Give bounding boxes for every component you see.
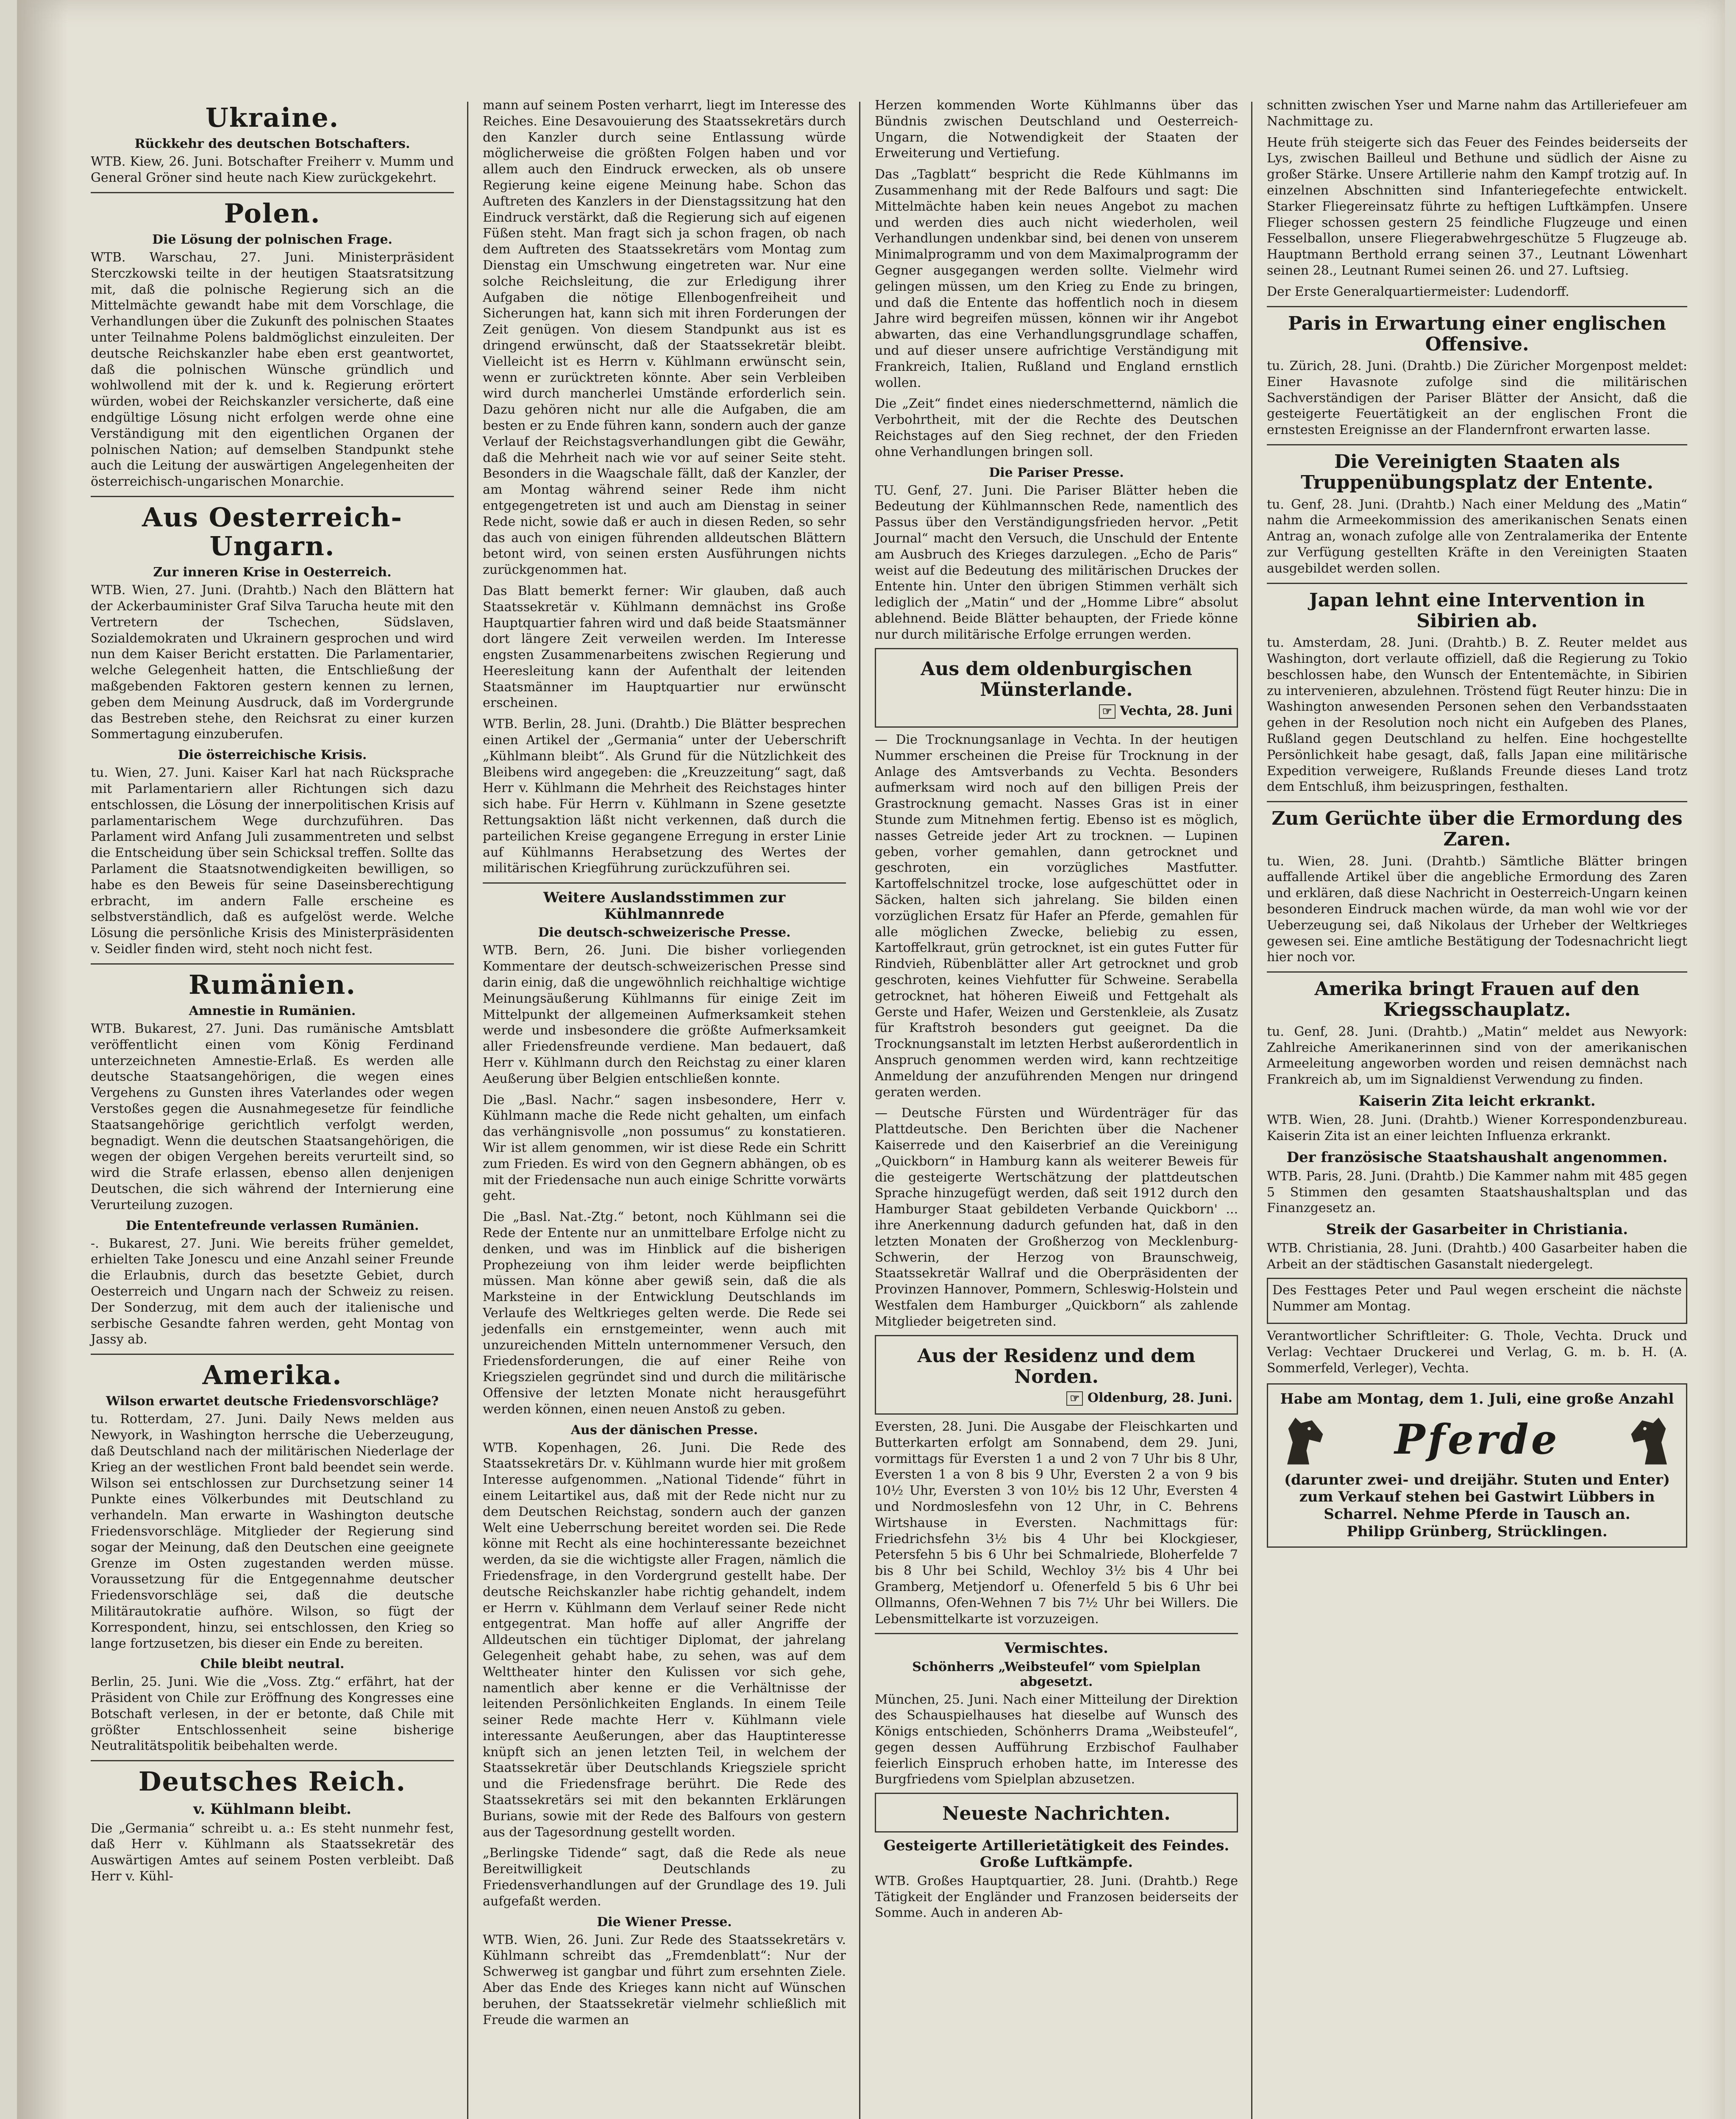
column-1: [81, 97, 464, 2119]
article-text: Die „Zeit“ findet eines niederschmetternd, nämlich die Verbohrtheit, mit der die Rechte des Deutschen Reichstages auf den Sieg rechnet, der den Frieden ohne Verhandlungen bringen soll.: [875, 396, 1238, 459]
column-rule: [1251, 102, 1252, 2119]
headline-deutsches-reich: Deutsches Reich.: [138, 1766, 406, 1797]
article-text: Heute früh steigerte sich das Feuer des Feindes beiderseits der Lys, zwischen Bailleul und Bethune und südlich der Aisne zu großer Stärke. Unsere Artillerie nahm den Kampf trotzig auf. In einzelnen Abschnitten sind Infanteriegefechte entwickelt. Starker Fliegereinsatz führte zu heftigen Luftkämpfen. Unsere Flieger schossen gestern 25 feindliche Flugzeuge und einen Fesselballon, unsere Fliegerabwehrgeschütze 5 Flugzeuge ab. Hauptmann Berthold errang seinen 37., Leutnant Löwenhart seinen 28., Leutnant Rumei seinen 26. und 27. Luftsieg.: [1267, 135, 1687, 278]
headline-oesterreich: Aus Oesterreich-Ungarn.: [142, 501, 403, 562]
article-text: — Deutsche Fürsten und Würdenträger für das Plattdeutsche. Den Berichten über die Nachener Kaiserrede und den Kaiserbrief an die Vereinigung „Quickborn“ in Hamburg kann als weiterer Beweis für die gesteigerte Wertschätzung der plattdeutschen Sprache hinzugefügt werden, daß seit 1912 durch den Hamburger Staat gebildeten Verbande Quickborn' ... ihre Anerkennung dadurch gefunden hat, daß in den letzten Monaten der Großherzog von Mecklenburg-Schwerin, der Herzog von Braunschweig, Staatssekretär Wallraf und die Oberpräsidenten der Provinzen Hannover, Pommern, Schleswig-Holstein und Westfalen dem Hamburger „Quickborn“ als zahlende Mitglieder beigetreten sind.: [875, 1106, 1238, 1329]
subheadline: Rückkehr des deutschen Botschafters.: [134, 136, 410, 152]
subheadline: Die deutsch-schweizerische Presse.: [538, 925, 791, 940]
article-text: WTB. Berlin, 28. Juni. (Drahtb.) Die Blätter besprechen einen Artikel der „Germania“ unter der Ueberschrift „Kühlmann bleibt“. Als Grund für die Nützlichkeit des Bleibens wird angegeben: die „Kreuzzeitung“ sagt, daß Herr v. Kühlmann die Mehrheit des Reichstages hinter sich habe. Für Herrn v. Kühlmann in Szene gesetzte Rettungsaktion läßt nicht verkennen, daß durch die parteilichen Kreise gegangene Erregung in erster Linie auf Kühlmanns Herabsetzung des Wertes der militärischen Kriegführung zurückzuführen sei.: [483, 717, 846, 876]
divider: [91, 192, 454, 193]
divider: [1267, 306, 1687, 307]
article-text: WTB. Kiew, 26. Juni. Botschafter Freiherr v. Mumm und General Gröner sind heute nach Kiew zurückgekehrt.: [91, 154, 454, 185]
headline: Der französische Staatshaushalt angenommen.: [1286, 1148, 1668, 1166]
imprint: Verantwortlicher Schriftleiter: G. Thole, Vechta. Druck und Verlag: Vechtaer Druckerei und Verlag, G. m. b. H. (A. Sommerfeld, Verleger), Vechta.: [1267, 1329, 1687, 1376]
regional-section-box: [875, 1335, 1238, 1415]
column-3: [865, 97, 1248, 2119]
headline-polen: Polen.: [224, 197, 321, 229]
dateline-text: Oldenburg, 28. Juni.: [1087, 1390, 1232, 1406]
headline-amerika: Amerika.: [202, 1360, 342, 1391]
article-text: WTB. Christiania, 28. Juni. (Drahtb.) 400 Gasarbeiter haben die Arbeit an der städtischen Gasanstalt niedergelegt.: [1267, 1241, 1687, 1272]
article-text: tu. Rotterdam, 27. Juni. Daily News melden aus Newyork, in Washington herrsche die Ueberzeugung, daß Deutschland nach der militärischen Niederlage der Krieg an der westlichen Front bald beendet sein werde. Wilson sei entschlossen zur Durchsetzung seiner 14 Punkte eines Völkerbundes mit Deutschland zu verhandeln. Man erwarte in Washington deutsche Friedensvorschläge. Mitglieder der Regierung sind sogar der Meinung, daß den Deutschen eine geeignete Grenze im Osten zugestanden werden müsse. Voraussetzung für die Entgegennahme deutscher Friedensvorschläge sei, daß die deutsche Militärautokratie aufhöre. Wilson, so fügt der Korrespondent, hinzu, sei entschlossen, den Krieg so lange fortzusetzen, bis dieser ein Ende zu bereiten.: [91, 1412, 454, 1651]
subheadline: Wilson erwartet deutsche Friedensvorschläge?: [106, 1394, 439, 1409]
dateline: [880, 1390, 1232, 1406]
ad-banner: [1274, 1412, 1680, 1467]
article-text: tu. Wien, 28. Juni. (Drahtb.) Sämtliche Blätter bringen auffallende Artikel über die angebliche Ermordung des Zaren und erklären, daß diese Nachricht in Oesterreich-Ungarn keinen besonderen Eindruck machen würde, da man wohl wie vor der Ueberzeugung sei, daß Nikolaus der Urheber der Weltkrieges gewesen sei. Eine amtliche Bestätigung der Todesnachricht liegt hier noch vor.: [1267, 854, 1687, 965]
ad-signature: Philipp Grünberg, Strücklingen.: [1347, 1523, 1608, 1540]
article-text: schnitten zwischen Yser und Marne nahm das Artilleriefeuer am Nachmittage zu.: [1267, 98, 1687, 129]
headline: Kaiserin Zita leicht erkrankt.: [1358, 1092, 1596, 1110]
article-text: WTB. Bern, 26. Juni. Die bisher vorliegenden Kommentare der deutsch-schweizerischen Presse sind darin einig, daß die ungewöhnlich reichhaltige wichtige Meinungsäußerung Kühlmanns für einige Zeit im Mittelpunkt der allgemeinen Aufmerksamkeit stehen werde und insbesondere die größte Aufmerksamkeit aller Friedensfreunde verdiene. Man bedauert, daß Herr v. Kühlmann durch den Reichstag zu einer klaren Aeußerung über Belgien entschließen konnte.: [483, 943, 846, 1086]
section-heading: Vermischtes.: [1004, 1640, 1108, 1657]
notice-text: Des Festtages Peter und Paul wegen erscheint die nächste Nummer am Montag.: [1272, 1282, 1682, 1314]
article-text: Eversten, 28. Juni. Die Ausgabe der Fleischkarten und Butterkarten erfolgt am Sonnabend, dem 29. Juni, vormittags für Eversten 1 a und 2 von 7 Uhr bis 8 Uhr, Eversten 1 a von 8 bis 9 Uhr, Eversten 2 a von 9 bis 10½ Uhr, Eversten 3 von 10½ bis 12 Uhr, Eversten 4 und Nordmoslesfehn von 12 Uhr, in C. Behrens Wirtshause in Eversten. Nachmittags für: Friedrichsfehn 3½ bis 4 Uhr bei Klockgieser, Petersfehn 5 bis 6 Uhr bei Schmalriede, Bloherfelde 7 bis 8 Uhr bei Schild, Wechloy 3½ bis 4 Uhr bei Gramberg, Metjendorf u. Ofenerfeld 5 bis 6 Uhr bei Ollmanns, Ofen-Wehnen 7 bis 7½ Uhr bei Willers. Die Lebensmittelkarte ist vorzuzeigen.: [875, 1419, 1238, 1627]
article-text: tu. Genf, 28. Juni. (Drahtb.) Nach einer Meldung des „Matin“ nahm die Armeekommission des amerikanischen Senats einen Antrag an, wonach zufolge alle von Zentralamerika der Entente zur Verfügung gestellten Kräfte in den Vereinigten Staaten ausgebildet werden sollen.: [1267, 497, 1687, 576]
article-text: WTB. Warschau, 27. Juni. Ministerpräsident Sterczkowski teilte in der heutigen Staatsratsitzung mit, daß die polnische Regierung sich an die Mittelmächte gewandt habe mit dem Vorschlage, die Verhandlungen über die Zukunft des polnischen Staates unter Teilnahme Polens baldmöglichst einzuleiten. Der deutsche Reichskanzler habe eben erst geantwortet, daß die polnischen Wünsche gründlich und wohlwollend mit der k. und k. Regierung erörtert würden, wobei der Reichskanzler versicherte, daß eine endgültige Lösung nicht erfolgen werde ohne eine Verständigung mit den eigentlichen Organen der polnischen Nation; auf demselben Standpunkt stehe auch die Leitung der auswärtigen Angelegenheiten der österreichisch-ungarischen Monarchie.: [91, 250, 454, 489]
article-text: WTB. Wien, 28. Juni. (Drahtb.) Wiener Korrespondenzbureau. Kaiserin Zita ist an einer leichten Influenza erkrankt.: [1267, 1112, 1687, 1143]
section-heading: Weitere Auslandsstimmen zur Kühlmannrede: [543, 889, 786, 923]
headline-rumaenien: Rumänien.: [188, 969, 356, 1000]
divider: [1267, 444, 1687, 445]
regional-section-box: [875, 648, 1238, 728]
subheadline: v. Kühlmann bleibt.: [193, 1801, 351, 1818]
article-text: -. Bukarest, 27. Juni. Wie bereits früher gemeldet, erhielten Take Jonescu und eine Anzahl seiner Freunde die Erlaubnis, durch das besetzte Gebiet, durch Oesterreich und Ungarn nach der Schweiz zu reisen. Der Sonderzug, mit dem auch der italienische und serbische Gesandte fahren werden, geht Montag von Jassy ab.: [91, 1236, 454, 1347]
latest-news-box: [875, 1793, 1238, 1832]
divider: [1267, 801, 1687, 802]
article-text: Berlin, 25. Juni. Wie die „Voss. Ztg.“ erfährt, hat der Präsident von Chile zur Eröffnung des Kongresses eine Botschaft verlesen, in der er betonte, daß Chile mit größter Entschlossenheit seine bisherige Neutralitätspolitik beibehalten werde.: [91, 1674, 454, 1754]
article-text: tu. Zürich, 28. Juni. (Drahtb.) Die Züricher Morgenpost meldet: Einer Havasnote zufolge sind die militärischen Sachverständigen der Pariser Blätter der Ansicht, daß die gesteigerte Feuertätigkeit an der englischen Front die ernstesten Ereignisse an der Flandernfront erwarten lasse.: [1267, 359, 1687, 438]
subheadline: Zur inneren Krise in Oesterreich.: [153, 565, 392, 580]
signature-line: Der Erste Generalquartiermeister: Ludendorff.: [1267, 284, 1569, 299]
subheadline: Die österreichische Krisis.: [178, 748, 367, 763]
article-text: WTB. Paris, 28. Juni. (Drahtb.) Die Kammer nahm mit 485 gegen 5 Stimmen den gesamten Staatshaushaltsplan und das Finanzgesetz an.: [1267, 1168, 1687, 1216]
article-text: WTB. Wien, 26. Juni. Zur Rede des Staatssekretärs v. Kühlmann schreibt das „Fremdenblatt“: Nur der Schwerweg ist gangbar und führt zum ersehnten Ziele. Aber das Ende des Krieges kann nicht auf Wünschen beruhen, der Staatssekretär vielmehr schließlich mit Freude die warmen an: [483, 1932, 846, 2027]
article-text: Das „Tagblatt“ bespricht die Rede Kühlmanns im Zusammenhang mit der Rede Balfours und sagt: Die Mittelmächte haben kein neues Angebot zu machen und werden dies auch nicht wiederholen, weil Verhandlungen undenkbar sind, bei denen von unserem Minimalprogramm und von dem Maximalprogramm der Gegner ausgegangen werden sollte. Vielmehr wird gelingen müssen, um den Krieg zu Ende zu bringen, und daß die Entente das hoffentlich noch in diesem Jahre wird begreifen müssen, können wir ihr Angebot abwarten, das eine Verhandlungsgrundlage schaffen, und auf dieser unsere aufrichtige Verständigung mit Frankreich, Italien, Rußland und England ernstlich wollen.: [875, 167, 1238, 390]
divider: [483, 882, 846, 884]
horse-head-icon: [1274, 1412, 1333, 1467]
subheadline: Gesteigerte Artillerietätigkeit des Feindes. Große Luftkämpfe.: [883, 1837, 1230, 1871]
newspaper-page: [17, 0, 1725, 2119]
article-text: tu. Wien, 27. Juni. Kaiser Karl hat nach Rücksprache mit Parlamentariern aller Richtungen sich dazu entschlossen, die Lösung der innerpolitischen Krisis auf parlamentarischem Wege durchzuführen. Das Parlament wird Anfang Juli zusammentreten und selbst die Entscheidung über sein Schicksal treffen. Sollte das Parlament die Staatsnotwendigkeiten bewilligen, so habe es den Beweis für seine Daseinsberechtigung erbracht, im andern Falle erscheine es selbstverständlich, daß es aufgelöst werde. Welche Lösung die persönliche Krisis des Ministerpräsidenten v. Seidler finden wird, steht noch nicht fest.: [91, 765, 454, 957]
column-rule: [467, 102, 468, 2119]
headline: Streik der Gasarbeiter in Christiania.: [1326, 1221, 1628, 1238]
headline-ukraine: Ukraine.: [205, 102, 339, 133]
article-text: München, 25. Juni. Nach einer Mitteilung der Direktion des Schauspielhauses hat dieselbe auf Wunsch des Königs entschieden, Schönherrs Drama „Weibsteufel“, gegen dessen Aufführung Erzbischof Faulhaber feierlich Einspruch erhoben hatte, im Interesse des Burgfriedens vom Spielplan abzusetzen.: [875, 1692, 1238, 1787]
article-text: tu. Amsterdam, 28. Juni. (Drahtb.) B. Z. Reuter meldet aus Washington, dort verlaute offiziell, daß die Regierung zu Tokio beschlossen habe, den Wunsch der Ententemächte, in Sibirien zu intervenieren, abzulehnen. Tröstend fügt Reuter hinzu: Die in Washington anwesenden Personen sehen den Verbandsstaaten gehen in der Resolution noch nicht ein Aufgeben des Planes, Rußland gegen Deutschland zu helfen. Eine hochgestellte Persönlichkeit habe gesagt, daß, falls Japan eine militärische Expedition verweigere, Rußlands Freunde dieses Land trotz dem Entschluß, ihm beizuspringen, festhalten.: [1267, 635, 1687, 795]
divider: [1267, 971, 1687, 973]
column-4: [1257, 97, 1697, 2119]
divider: [1267, 583, 1687, 584]
article-text: Das Blatt bemerkt ferner: Wir glauben, daß auch Staatssekretär v. Kühlmann demnächst ins Große Hauptquartier fahren wird und daß beide Staatsmänner dort längere Zeit verweilen werden. Im Interesse engsten Zusammenarbeitens zwischen Regierung und Heeresleitung kann der Aufenthalt der leitenden Staatsmänner im Hauptquartier nur erwünscht erscheinen.: [483, 583, 846, 711]
divider: [91, 1760, 454, 1761]
divider: [91, 1354, 454, 1355]
pointing-hand-icon: ☞: [1099, 704, 1116, 719]
column-2: [473, 97, 856, 2119]
article-text: WTB. Bukarest, 27. Juni. Das rumänische Amtsblatt veröffentlicht einen vom König Ferdinand unterzeichneten Amnestie-Erlaß. Es werden alle deutsche Staatsangehörigen, die wegen eines Vergehens zu Gunsten ihres Vaterlandes oder wegen Verstoßes gegen die Ausnahmegesetze für feindliche Staatsangehörige gerichtlich verfolgt werden, begnadigt. Wenn die deutschen Staatsangehörigen, die wegen der obigen Vergehen bereits verurteilt sind, so wird die Strafe erlassen, ebenso allen denjenigen Deutschen, die sich während der Internierung eine Verurteilung zuzogen.: [91, 1021, 454, 1212]
article-text: tu. Genf, 28. Juni. (Drahtb.) „Matin“ meldet aus Newyork: Zahlreiche Amerikanerinnen sind von der amerikanischen Armeeleitung angeworben worden und reisen demnächst nach Frankreich ab, um im Signaldienst Verwendung zu finden.: [1267, 1024, 1687, 1087]
section-heading: Aus dem oldenburgischen Münsterlande.: [921, 658, 1192, 701]
article-text: TU. Genf, 27. Juni. Die Pariser Blätter heben die Bedeutung der Kühlmannschen Rede, namentlich des Passus über den Verständigungsfrieden hervor. „Petit Journal“ macht den Versuch, die Unschuld der Entente am Ausbruch des Krieges darzulegen. „Echo de Paris“ weist auf die Bedeutung des militärischen Druckes der Entente hin. Unter den übrigen Stimmen verhält sich lediglich der „Matin“ und der „Homme Libre“ absolut ablehnend. Beide Blätter behaupten, der Friede könne nur durch militärische Erfolge errungen werden.: [875, 483, 1238, 642]
subheadline: Amnestie in Rumänien.: [189, 1004, 356, 1019]
subheadline: Chile bleibt neutral.: [200, 1657, 345, 1672]
pointing-hand-icon: ☞: [1066, 1391, 1083, 1406]
horse-sale-advertisement: [1267, 1383, 1687, 1548]
subheadline: Die Ententefreunde verlassen Rumänien.: [125, 1218, 419, 1233]
headline: Paris in Erwartung einer englischen Offensive.: [1288, 312, 1666, 355]
ad-big-word: Pferde: [1394, 1415, 1560, 1464]
divider: [91, 496, 454, 497]
column-rule: [859, 102, 860, 2119]
article-text: — Die Trocknungsanlage in Vechta. In der heutigen Nummer erscheinen die Preise für Trocknung in der Anlage des Amtsverbands zu Vechta. Besonders aufmerksam wird noch auf den billigen Preis der Grastrocknung gemacht. Nasses Gras ist in einer Stunde zum Mitnehmen fertig. Ebenso ist es möglich, nasses Getreide jeder Art zu trocknen. — Lupinen geben, vorher gemahlen, dann getrocknet und geschroten, ein vorzügliches Mastfutter. Kartoffelschnitzel trocke, lose aufgeschüttet oder in Säcken, halten sich jahrelang. Sie bilden einen vorzüglichen Ersatz für Hafer an Pferde, gemahlen für alle möglichen Zwecke, beliebig zu essen, Kartoffelkraut, grün getrocknet, ist ein gutes Futter für Rindvieh, Rübenblätter aller Art getrocknet und grob geschroten, keines Viehfutter für Schweine. Serabella getrocknet, hat höheren Eiweiß und Fettgehalt als Gerste und Hafer, Weizen und Gerstenkleie, als Zusatz für Kraftstroh besonders gut geeignet. Da die Trocknungsanstalt im letzten Herbst außerordentlich in Anspruch genommen werden wird, kann rechtzeitige Anmeldung der anzuführenden Mengen nur dringend geraten werden.: [875, 732, 1238, 1100]
article-text: Herzen kommenden Worte Kühlmanns über das Bündnis zwischen Deutschland und Oesterreich-Ungarn, die Notwendigkeit der Staaten der Erweiterung und Vertiefung.: [875, 98, 1238, 161]
article-text: WTB. Kopenhagen, 26. Juni. Die Rede des Staatssekretärs Dr. v. Kühlmann wurde hier mit großem Interesse aufgenommen. „National Tidende“ führt in einem Leitartikel aus, daß mit der Rede nicht nur zu dem Deutschen Reichstag, sondern auch der ganzen Welt eine Ueberrschung bereitet worden sei. Die Rede könne mit Recht als eine hochinteressante bezeichnet werden, da sie die wichtigste aller Fragen, nämlich die Friedensfrage, in den Vordergrund gestellt habe. Der deutsche Reichskanzler habe richtig gehandelt, indem er Herrn v. Kühlmann dem Verlauf seiner Rede nicht entgegentrat. Man hoffe auf aller Angriffe der Alldeutschen ein tüchtiger Diplomat, der jahrelang Gelegenheit gehabt habe, zu sehen, was auf dem Welttheater hinter den Kulissen vor sich gehe, namentlich aber kenne er die Verhältnisse der leitenden Persönlichkeiten Englands. In einem Teile seiner Rede machte Herr v. Kühlmann viele interessante Aeußerungen, aber das Hauptinteresse knüpft sich an jenen letzten Teil, in welchem der Staatssekretär über Deutschlands Kriegsziele spricht und die Friedensfrage berührt. Die Rede des Staatssekretärs sei mit den bekannten Erklärungen Burians, sowie mit der Rede des Balfours von gestern aus der Tagesordnung gestellt worden.: [483, 1440, 846, 1840]
article-text: Die „Basl. Nat.-Ztg.“ betont, noch Kühlmann sei die Rede der Entente nur an unmittelbare Erfolge nicht zu denken, und was im Hinblick auf die bisherigen Prophezeiung von ihm leider werde beipflichten müssen. Man könne aber gewiß sein, daß die als Marksteine in der Entwicklung Deutschlands im Verlaufe des Weltkrieges gelten werde. Die Rede sei jedenfalls ein ernstgemeinter, wenn auch mit unzureichenden Mitteln unternommener Versuch, den Friedensforderungen, die auf einer Reihe von Kriegszielen gegründet sind und durch die militärische Offensive der letzten Monate nicht herausgeführt werden können, einen neuen Anstoß zu geben.: [483, 1210, 846, 1417]
ad-intro: Habe am Montag, dem 1. Juli, eine große Anzahl: [1280, 1390, 1674, 1407]
headline: Die Vereinigten Staaten als Truppenübungsplatz der Entente.: [1301, 451, 1653, 494]
ad-details: (darunter zwei- und dreijähr. Stuten und Enter) zum Verkauf stehen bei Gastwirt Lübbers in Scharrel. Nehme Pferde in Tausch an.: [1284, 1471, 1670, 1523]
article-text: „Berlingske Tidende“ sagt, daß die Rede als neue Bereitwilligkeit Deutschlands zu Friedensverhandlungen auf der Grundlage des 19. Juli aufgefaßt werden.: [483, 1846, 846, 1909]
section-heading: Aus der Residenz und dem Norden.: [917, 1345, 1196, 1388]
headline: Japan lehnt eine Intervention in Sibirien ab.: [1309, 589, 1645, 632]
subheadline: Die Pariser Presse.: [989, 465, 1124, 480]
article-text: WTB. Wien, 27. Juni. (Drahtb.) Nach den Blättern hat der Ackerbauminister Graf Silva Tarucha heute mit den Vertretern der Tschechen, Südslaven, Sozialdemokraten und Ukrainern gesprochen und wird nun dem Kaiser Bericht erstatten. Die Parlamentarier, welche Gelegenheit hatten, die Entschließung der maßgebenden Faktoren gestern kennen zu lernen, geben dem Meinung Ausdruck, daß im Vordergrunde das Bestreben stehe, den Reichsrat zu einer kurzen Sommertagung einzuberufen.: [91, 583, 454, 742]
article-text: mann auf seinem Posten verharrt, liegt im Interesse des Reiches. Eine Desavouierung des Staatssekretärs durch den Kanzler durch seine Entlassung würde möglicherweise die größten Folgen haben und vor allem auch den Eindruck erwecken, als ob unsere Regierung keine eigene Meinung habe. Schon das Auftreten des Kanzlers in der Dienstagssitzung hat den Eindruck verstärkt, daß die Regierung sich auf eigenen Füßen steht. Man fragt sich ja schon fragen, ob nach dem Auftreten des Staatssekretärs vom Montag zum Dienstag ein Umschwung eingetreten war. Nur eine solche Reichsleitung, die zur Erledigung ihrer Aufgaben die nötige Ellenbogenfreiheit und Sicherungen hat, kann sich mit ihren Forderungen der Zeit genügen. Von diesem Standpunkt aus ist es dringend erwünscht, daß der Staatssekretär bleibt. Vielleicht ist es Herrn v. Kühlmann erwünscht sein, wenn er zurücktreten könnte. Aber sein Verbleiben wird durch mancherlei Umstände erforderlich sein. Dazu gehören nicht nur alle die Aufgaben, die am besten er zu Ende führen kann, sondern auch der ganze Verlauf der Reichstagsverhandlungen gibt die Gewähr, daß die Mehrheit nach wie vor auf seiner Seite steht. Besonders in die Waagschale fällt, daß der Kanzler, der am Montag während seiner Rede ihm nicht entgegengetreten ist und auch am Dienstag in seiner Rede nicht, sowie daß er auch in diesen Reden, so sehr das auch von einigen führenden alldeutschen Blättern betont wird, von seinen ersten Ausführungen nichts zurückgenommen hat.: [483, 98, 846, 578]
divider: [91, 963, 454, 965]
subheadline: Schönherrs „Weibsteufel“ vom Spielplan abgesetzt.: [912, 1659, 1201, 1689]
divider: [875, 1633, 1238, 1634]
article-text: WTB. Großes Hauptquartier, 28. Juni. (Drahtb.) Rege Tätigkeit der Engländer und Franzosen beiderseits der Somme. Auch in anderen Ab-: [875, 1873, 1238, 1921]
subheadline: Aus der dänischen Presse.: [570, 1422, 758, 1438]
publishing-notice: [1267, 1278, 1687, 1324]
article-text: Die „Germania“ schreibt u. a.: Es steht nunmehr fest, daß Herr v. Kühlmann als Staatssekretär des Auswärtigen Amtes auf seinem Posten verbleibt. Daß Herr v. Kühl-: [91, 1821, 454, 1884]
headline: Amerika bringt Frauen auf den Kriegsschauplatz.: [1314, 978, 1640, 1021]
article-text: Die „Basl. Nachr.“ sagen insbesondere, Herr v. Kühlmann mache die Rede nicht gehalten, um einfach das verhängnisvolle „non possumus“ zu konstatieren. Wir ist allem genommen, wir ist diese Rede ein Schritt zum Frieden. Es wird von den Gegnern abhängen, ob es mit der Friedensache nun auch einige Schritte vorwärts geht.: [483, 1092, 846, 1204]
subheadline: Die Wiener Presse.: [597, 1914, 732, 1930]
dateline: [880, 704, 1232, 719]
headline: Zum Gerüchte über die Ermordung des Zaren.: [1271, 808, 1683, 851]
dateline-text: Vechta, 28. Juni: [1120, 704, 1232, 719]
horse-head-icon: [1621, 1412, 1680, 1467]
subheadline: Die Lösung der polnischen Frage.: [152, 232, 392, 247]
section-heading: Neueste Nachrichten.: [942, 1803, 1171, 1825]
